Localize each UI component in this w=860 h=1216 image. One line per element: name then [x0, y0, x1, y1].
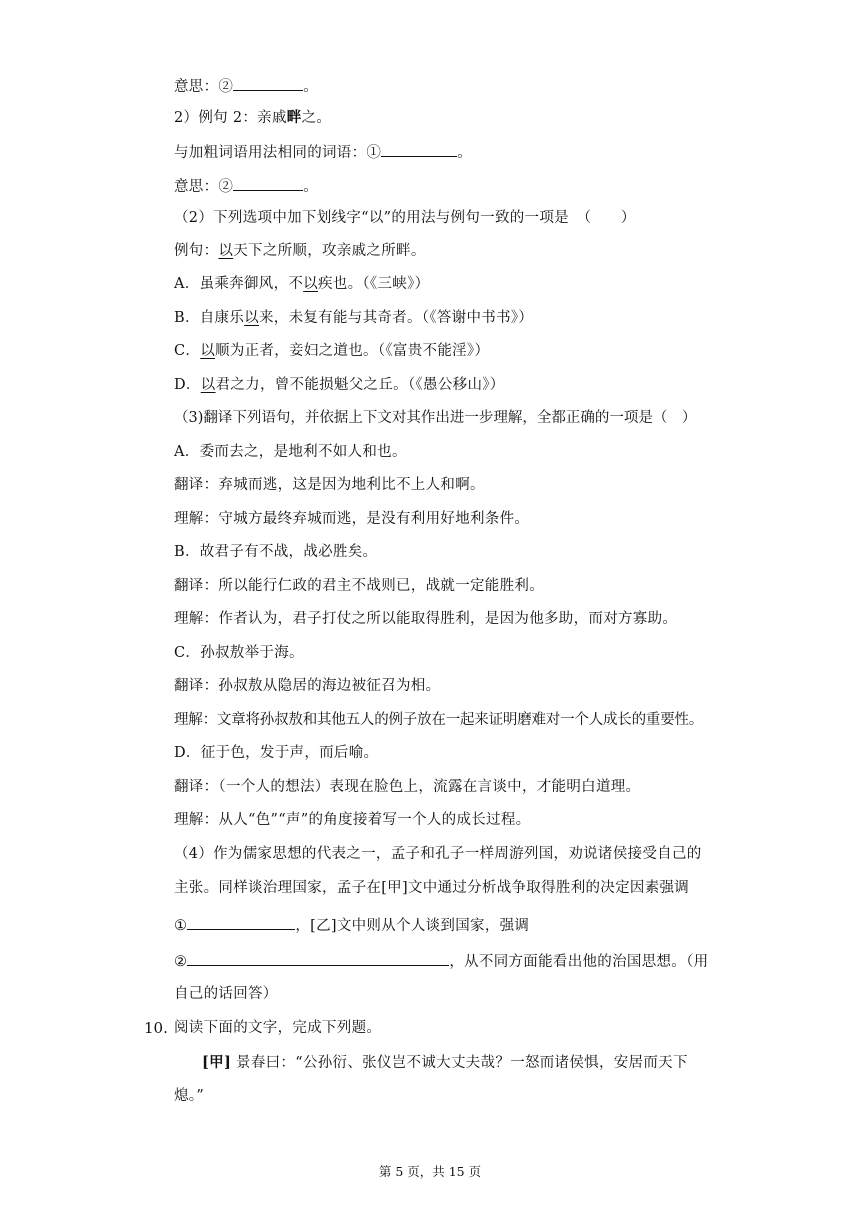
answer-blank [187, 914, 295, 930]
question-4-text: 自己的话回答） [174, 986, 278, 1002]
text-span: ① [174, 918, 188, 934]
underlined-char: 以 [200, 343, 216, 359]
text-span: 。 [457, 145, 473, 161]
underlined-char: 以 [244, 310, 259, 326]
bold-word: 畔 [286, 109, 302, 126]
text-span: ，从不同方面能看出他的治国思想。（用 [449, 954, 709, 970]
page-footer: 第 5 页，共 15 页 [378, 1164, 482, 1179]
text-span: 意思：② [174, 79, 234, 95]
understanding-line: 理解：守城方最终弃城而逃，是没有利用好地利条件。 [174, 511, 530, 527]
text-span: ，[乙]文中则从个人谈到国家，强调 [295, 918, 530, 934]
text-span: 意思：② [174, 179, 234, 195]
understanding-line: 理解：从人“色”“声”的角度接着写一个人的成长过程。 [174, 812, 531, 828]
answer-blank [233, 175, 303, 191]
translation-line: 翻译：弃城而逃，这是因为地利比不上人和啊。 [174, 477, 485, 493]
underlined-char: 以 [200, 377, 216, 393]
option-b [174, 308, 754, 328]
text-line [174, 175, 754, 197]
question-2: （2）下列选项中加下划线字“以”的用法与例句一致的一项是 （ ） [174, 210, 636, 226]
option-c: C．孙叔敖举于海。 [174, 645, 304, 661]
text-span: 之。 [301, 110, 332, 126]
answer-blank [187, 950, 449, 966]
example-sentence [174, 241, 754, 261]
translation-line: 翻译：所以能行仁政的君主不战则已，战就一定能胜利。 [174, 578, 544, 594]
text-span: D． [174, 377, 201, 393]
text-span: 。 [303, 179, 319, 195]
text-span: ② [174, 954, 188, 970]
translation-line: 翻译：（一个人的想法）表现在脸色上，流露在言谈中，才能明白道理。 [174, 779, 641, 795]
question-4-blank-1 [174, 914, 754, 936]
question-number: 10. [144, 1019, 168, 1037]
passage-line [202, 1053, 742, 1073]
option-a: A．委而去之，是地利不如人和也。 [174, 444, 407, 460]
option-d: D．征于色，发于声，而后喻。 [174, 745, 379, 761]
option-a [174, 274, 754, 294]
question-10-text: 阅读下面的文字，完成下列题。 [174, 1020, 382, 1036]
question-4: （4）作为儒家思想的代表之一，孟子和孔子一样周游列国，劝说诸侯接受自己的 [174, 846, 702, 862]
understanding-line: 理解：文章将孙叔敖和其他五人的例子放在一起来证明磨难对一个人成长的重要性。 [174, 712, 704, 728]
text-line [174, 108, 754, 128]
option-b: B．故君子有不战，战必胜矣。 [174, 544, 378, 560]
text-span: 顺为正者，妾妇之道也。（《富贵不能淫》） [215, 343, 490, 359]
text-span: 来，未复有能与其奇者。（《答谢中书书》） [258, 310, 534, 326]
answer-blank [381, 141, 457, 157]
text-span: 疾也。（《三峡》） [317, 276, 430, 292]
text-span: C． [174, 343, 201, 359]
passage-label: [甲] [202, 1054, 232, 1071]
text-span: 君之力，曾不能损魁父之丘。（《愚公移山》） [215, 377, 505, 393]
text-span: 例句： [174, 243, 219, 259]
understanding-line: 理解：作者认为，君子打仗之所以能取得胜利，是因为他多助，而对方寡助。 [174, 611, 678, 627]
option-d [174, 375, 754, 395]
text-span: 与加粗词语用法相同的词语：① [174, 145, 382, 161]
translation-line: 翻译：孙叔敖从隐居的海边被征召为相。 [174, 678, 441, 694]
text-span: 。 [303, 79, 319, 95]
text-span: 天下之所顺，攻亲戚之所畔。 [233, 243, 426, 259]
text-span: 2）例句 2：亲戚 [174, 110, 287, 126]
underlined-char: 以 [303, 276, 318, 292]
text-span: A．虽乘奔御风，不 [174, 276, 304, 292]
text-span: 景春曰：“公孙衍、张仪岂不诚大丈夫哉？一怒而诸侯惧，安居而天下 [231, 1055, 688, 1071]
text-line [174, 141, 754, 163]
answer-blank [233, 75, 303, 91]
question-4-text: 主张。同样谈治理国家，孟子在[甲]文中通过分析战争取得胜利的决定因素强调 [174, 880, 690, 896]
underlined-char: 以 [218, 243, 234, 259]
text-line [174, 75, 754, 97]
passage-line: 熄。” [174, 1088, 205, 1104]
question-4-blank-2 [174, 950, 754, 972]
question-3: （3)翻译下列语句，并依据上下文对其作出进一步理解，全都正确的一项是（ ） [174, 410, 697, 426]
text-span: B．自康乐 [174, 310, 245, 326]
option-c [174, 341, 754, 361]
